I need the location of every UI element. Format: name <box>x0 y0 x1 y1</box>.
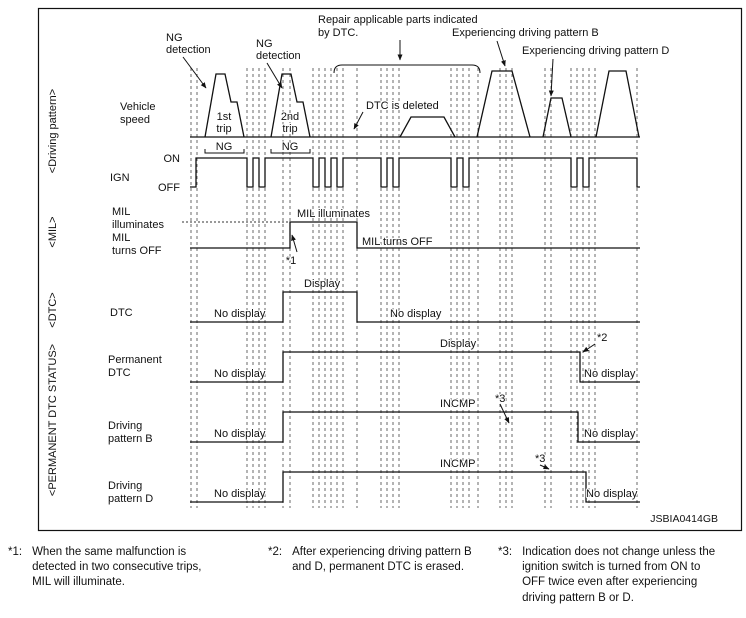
ng-label-2: NG <box>281 141 299 153</box>
footnote-3 <box>498 545 740 606</box>
side-label-permanent-dtc-status: <PERMANENT DTC STATUS> <box>47 343 59 497</box>
row-label-pattern-b: Driving <box>108 420 143 432</box>
side-label-driving-pattern: <Driving pattern> <box>47 88 59 174</box>
ign-on-label: ON <box>163 153 180 165</box>
ng-detection-1-label: NG <box>166 32 183 44</box>
experiencing-pattern-d-label: Experiencing driving pattern D <box>522 45 670 57</box>
pattern-b-no-display-1: No display <box>214 428 266 440</box>
row-label-pattern-b: pattern B <box>108 433 153 445</box>
footnote-2 <box>268 545 496 575</box>
row-label-permanent-dtc: Permanent <box>108 354 162 366</box>
footnote-2-ref: *2: <box>268 546 283 558</box>
row-label-pattern-d: Driving <box>108 480 143 492</box>
row-label-vehicle-speed: speed <box>120 114 150 126</box>
footnote-3-ref: *3: <box>498 546 513 558</box>
trip1-label: trip <box>216 123 232 135</box>
trip2-label: 2nd <box>280 111 300 123</box>
pattern-b-incmp: INCMP <box>440 398 476 410</box>
footnote-ref-1-marker: *1 <box>285 255 297 267</box>
ign-off-label: OFF <box>158 182 180 194</box>
side-label-dtc: <DTC> <box>47 292 59 328</box>
footnote-ref-3-marker: *3 <box>535 453 546 465</box>
ng-label-1: NG <box>215 141 233 153</box>
ng-detection-2-label: detection <box>256 50 301 62</box>
experiencing-pattern-b-label: Experiencing driving pattern B <box>452 27 599 39</box>
footnote-ref-3-marker: *3 <box>495 393 506 405</box>
footnote-1 <box>8 545 264 591</box>
footnote-2-text: After experiencing driving pattern B and D, permanent DTC is erased. <box>292 546 472 574</box>
footnote-3-text: Indication does not change unless the ignition switch is turned from ON to OFF twice even after experiencing driving pattern B or D. <box>522 546 716 604</box>
row-label-permanent-dtc: DTC <box>108 367 131 379</box>
dtc-display: Display <box>304 278 341 290</box>
row-label-dtc: DTC <box>110 307 133 319</box>
ng-detection-1-label: detection <box>166 44 211 56</box>
row-label-mil-illuminates: MIL <box>112 206 131 218</box>
mil-turns-off-annotation: MIL turns OFF <box>362 236 433 248</box>
footnote-1-ref: *1: <box>8 546 23 558</box>
dtc-no-display-1: No display <box>214 308 266 320</box>
row-label-vehicle-speed: Vehicle <box>120 101 156 113</box>
footnote-ref-2-marker: *2 <box>597 332 608 344</box>
row-label-mil-illuminates: illuminates <box>112 219 164 231</box>
diagram-border <box>39 9 742 531</box>
trip1-label: 1st <box>216 111 232 123</box>
pattern-d-no-display-1: No display <box>214 488 266 500</box>
pattern-b-no-display-2: No display <box>584 428 636 440</box>
ng-detection-2-label: NG <box>256 38 273 50</box>
row-label-mil-turns-off: MIL <box>112 232 131 244</box>
pattern-d-no-display-2: No display <box>586 488 638 500</box>
row-label-mil-turns-off: turns OFF <box>112 245 162 257</box>
row-label-ign: IGN <box>110 172 130 184</box>
permanent-display: Display <box>440 338 477 350</box>
permanent-no-display-1: No display <box>214 368 266 380</box>
figure-code: JSBIA0414GB <box>650 513 718 525</box>
trip2-label: trip <box>282 123 298 135</box>
pattern-d-incmp: INCMP <box>440 458 476 470</box>
row-label-pattern-d: pattern D <box>108 493 154 505</box>
permanent-no-display-2: No display <box>584 368 636 380</box>
footnote-1-text: When the same malfunction is detected in two consecutive trips, MIL will illuminate. <box>32 546 202 589</box>
repair-note: Repair applicable parts indicated <box>318 14 478 26</box>
mil-illuminates-annotation: MIL illuminates <box>297 208 370 220</box>
side-label-mil: <MIL> <box>47 216 59 248</box>
dtc-deleted-label: DTC is deleted <box>366 100 439 112</box>
dtc-no-display-2: No display <box>390 308 442 320</box>
repair-note: by DTC. <box>318 27 359 39</box>
